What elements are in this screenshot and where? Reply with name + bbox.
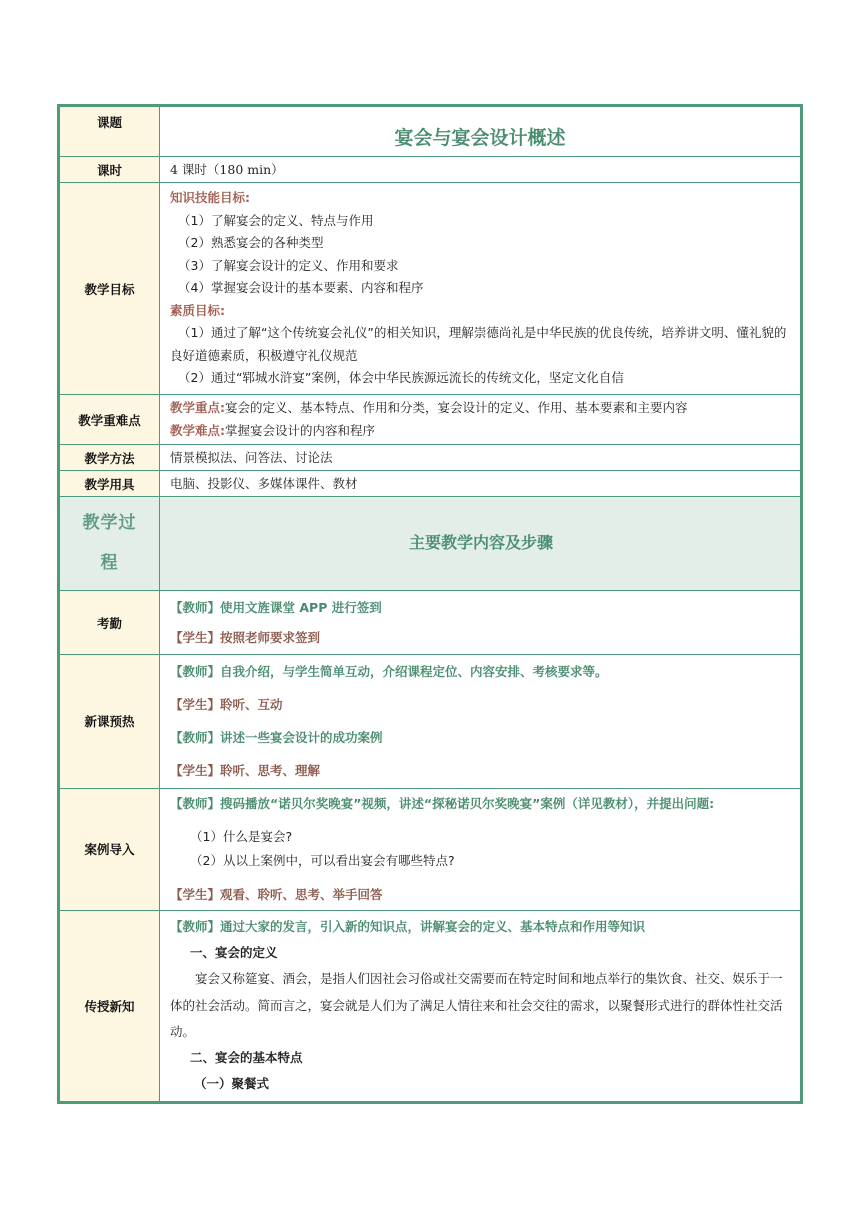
key-text: 宴会的定义、基本特点、作用和分类，宴会设计的定义、作用、基本要素和主要内容 — [225, 400, 688, 415]
process-header-label: 教学过程 — [60, 497, 160, 591]
teach-label: 传授新知 — [60, 910, 160, 1102]
hours-value: 4 课时（180 min） — [160, 157, 801, 183]
key-label: 教学重点: — [170, 400, 225, 415]
section-heading: 一、宴会的定义 — [190, 945, 278, 961]
topic-label: 课题 — [60, 107, 160, 157]
preview-teacher-1: 【教师】自我介绍，与学生简单互动，介绍课程定位、内容安排、考核要求等。 — [170, 664, 608, 679]
attendance-label: 考勤 — [60, 591, 160, 655]
knowledge-goal-item: （3）了解宴会设计的定义、作用和要求 — [178, 257, 399, 273]
case-question-1: （1）什么是宴会? — [190, 829, 293, 845]
quality-goal-item: （1）通过了解“这个传统宴会礼仪”的相关知识，理解崇德尚礼是中华民族的优良传统，培养讲文明、懂礼貌的良好道德素质，积极遵守礼仪规范 — [170, 325, 787, 363]
case-label: 案例导入 — [60, 788, 160, 910]
subsection-heading: （一）聚餐式 — [194, 1076, 270, 1092]
teach-cell — [160, 910, 801, 1102]
method-label: 教学方法 — [60, 445, 160, 471]
section-heading: 二、宴会的基本特点 — [190, 1050, 303, 1066]
difficulty-text: 掌握宴会设计的内容和程序 — [225, 422, 376, 438]
case-question-2: （2）从以上案例中，可以看出宴会有哪些特点? — [190, 853, 455, 868]
lesson-plan-table — [57, 104, 803, 1104]
key-points-label: 教学重难点 — [60, 395, 160, 445]
goals-cell — [160, 183, 801, 395]
lesson-title: 宴会与宴会设计概述 — [394, 127, 566, 149]
preview-teacher-2: 【教师】讲述一些宴会设计的成功案例 — [170, 730, 383, 746]
knowledge-goal-item: （1）了解宴会的定义、特点与作用 — [178, 212, 374, 228]
quality-goal-item: （2）通过“郓城水浒宴”案例，体会中华民族源远流长的传统文化，坚定文化自信 — [178, 370, 624, 386]
process-header-title: 主要教学内容及步骤 — [160, 497, 801, 591]
case-student: 【学生】观看、聆听、思考、举手回答 — [170, 886, 383, 902]
teach-teacher: 【教师】通过大家的发言，引入新的知识点，讲解宴会的定义、基本特点和作用等知识 — [170, 918, 646, 934]
case-cell — [160, 788, 801, 910]
case-teacher: 【教师】搜码播放“诺贝尔奖晚宴”视频，讲述“探秘诺贝尔奖晚宴”案例（详见教材），并提出问题: — [170, 795, 715, 811]
goals-label: 教学目标 — [60, 183, 160, 395]
knowledge-goal-item: （4）掌握宴会设计的基本要素、内容和程序 — [178, 280, 424, 296]
knowledge-goal-title: 知识技能目标: — [170, 190, 250, 206]
definition-text: 宴会又称筵宴、酒会，是指人们因社会习俗或社交需要而在特定时间和地点举行的集饮食、社交、娱乐于一体的社会活动。简而言之，宴会就是人们为了满足人情往来和社会交往的需求，以聚餐形式进行的群体性社交活动。 — [170, 971, 783, 1039]
preview-student-2: 【学生】聆听、思考、理解 — [170, 763, 321, 779]
tools-value: 电脑、投影仪、多媒体课件、教材 — [160, 471, 801, 497]
attendance-cell — [160, 591, 801, 655]
difficulty-label: 教学难点: — [170, 422, 225, 438]
preview-label: 新课预热 — [60, 655, 160, 789]
knowledge-goal-item: （2）熟悉宴会的各种类型 — [178, 235, 324, 251]
key-points-cell — [160, 395, 801, 445]
hours-label: 课时 — [60, 157, 160, 183]
preview-cell — [160, 655, 801, 789]
topic-cell — [160, 107, 801, 157]
attendance-teacher: 【教师】使用文旌课堂 APP 进行签到 — [170, 599, 382, 615]
method-value: 情景模拟法、问答法、讨论法 — [160, 445, 801, 471]
tools-label: 教学用具 — [60, 471, 160, 497]
preview-student-1: 【学生】聆听、互动 — [170, 697, 283, 713]
quality-goal-title: 素质目标: — [170, 302, 225, 318]
attendance-student: 【学生】按照老师要求签到 — [170, 629, 321, 645]
